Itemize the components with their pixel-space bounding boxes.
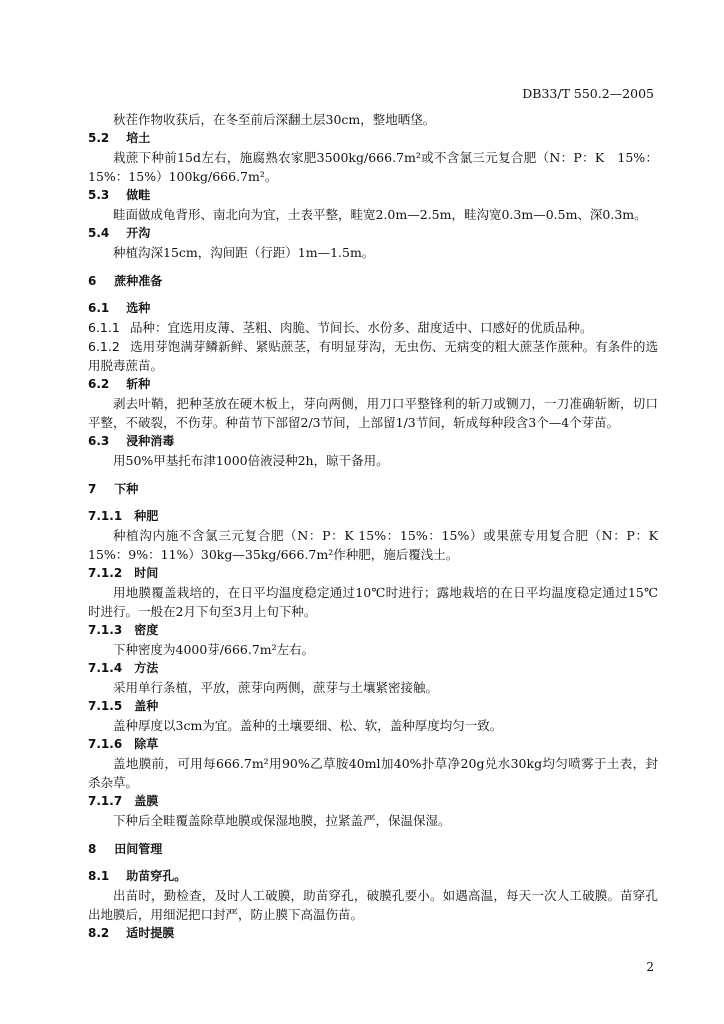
heading-6-1: 6.1 选种 [88, 301, 151, 315]
s6-1-2: 6.1.2 选用芽饱满芽鳞新鲜、紧贴蔗茎，有明显芽沟，无虫伤、无病变的粗大蔗茎作蔗种。有条件的选用脱毒蔗苗。 [88, 339, 658, 373]
heading-8-2: 8.2 适时提膜 [88, 926, 175, 940]
document-body [88, 110, 658, 943]
s7-1-7-text: 下种后全畦覆盖除草地膜或保湿地膜，拉紧盖严，保温保湿。 [113, 813, 451, 828]
heading-6-3: 6.3 浸种消毒 [88, 434, 175, 448]
heading-6-2: 6.2 斩种 [88, 377, 151, 391]
heading-7: 7 下种 [88, 482, 139, 496]
heading-6: 6 蔗种准备 [88, 274, 163, 288]
s7-1-3-text: 下种密度为4000芽/666.7m²左右。 [113, 642, 315, 657]
s7-1-2-text: 用地膜覆盖栽培的，在日平均温度稳定通过10℃时进行；露地栽培的在日平均温度稳定通过15℃时进行。一般在2月下旬至3月上旬下种。 [88, 585, 658, 619]
s5-3-text: 畦面做成龟背形、南北向为宜，土表平整，畦宽2.0m—2.5m，畦沟宽0.3m—0.5m、深0.3m。 [113, 207, 647, 222]
s7-1-6-text: 盖地膜前，可用每666.7m²用90%乙草胺40ml加40%扑草净20g兑水30kg均匀喷雾于土表，封杀杂草。 [88, 756, 658, 790]
s6-3-text: 用50%甲基托布津1000倍液浸种2h，晾干备用。 [113, 453, 389, 468]
heading-8: 8 田间管理 [88, 842, 163, 856]
heading-7-1-4: 7.1.4 方法 [88, 661, 159, 675]
heading-7-1-5: 7.1.5 盖种 [88, 699, 159, 713]
s7-1-5-text: 盖种厚度以3cm为宜。盖种的土壤要细、松、软，盖种厚度均匀一致。 [113, 718, 503, 733]
heading-7-1-3: 7.1.3 密度 [88, 623, 159, 637]
s6-2-text: 剥去叶鞘，把种茎放在硬木板上，芽向两侧，用刀口平整锋利的斩刀或铡刀，一刀准确斩断，切口平整，不破裂，不伤芽。种苗节下部留2/3节间，上部留1/3节间，斩成每种段含3个—4个芽苗。 [88, 396, 658, 430]
standard-code: DB33/T 550.2—2005 [522, 86, 654, 101]
s7-1-4-text: 采用单行条植，平放，蔗芽向两侧，蔗芽与土壤紧密接触。 [113, 680, 439, 695]
heading-7-1-6: 7.1.6 除草 [88, 737, 159, 751]
heading-7-1-7: 7.1.7 盖膜 [88, 794, 159, 808]
heading-5-3: 5.3 做畦 [88, 188, 151, 202]
heading-5-2: 5.2 培土 [88, 131, 151, 145]
s5-2-text: 栽蔗下种前15d左右，施腐熟农家肥3500kg/666.7m²或不含氯三元复合肥（N：P：K 15%：15%：15%）100kg/666.7m²。 [88, 150, 658, 184]
s6-1-1: 6.1.1 品种：宜选用皮薄、茎粗、肉脆、节间长、水份多、甜度适中、口感好的优质品种。 [88, 320, 593, 335]
s5-4-text: 种植沟深15cm，沟间距（行距）1m—1.5m。 [113, 245, 375, 260]
heading-8-1: 8.1 助苗穿孔。 [88, 869, 187, 883]
heading-7-1-2: 7.1.2 时间 [88, 566, 159, 580]
heading-5-4: 5.4 开沟 [88, 226, 151, 240]
s7-1-1-text: 种植沟内施不含氯三元复合肥（N：P：K 15%：15%：15%）或果蔗专用复合肥（N：P：K 15%：9%：11%）30kg—35kg/666.7m²作种肥，施后覆浅土。 [88, 528, 658, 562]
page-number: 2 [646, 960, 654, 974]
s8-1-text: 出苗时，勤检查，及时人工破膜，助苗穿孔，破膜孔要小。如遇高温，每天一次人工破膜。苗穿孔出地膜后，用细泥把口封严，防止膜下高温伤苗。 [88, 888, 658, 922]
s5-intro: 秋茬作物收获后，在冬至前后深翻土层30cm，整地晒垡。 [113, 112, 436, 127]
heading-7-1-1: 7.1.1 种肥 [88, 509, 159, 523]
